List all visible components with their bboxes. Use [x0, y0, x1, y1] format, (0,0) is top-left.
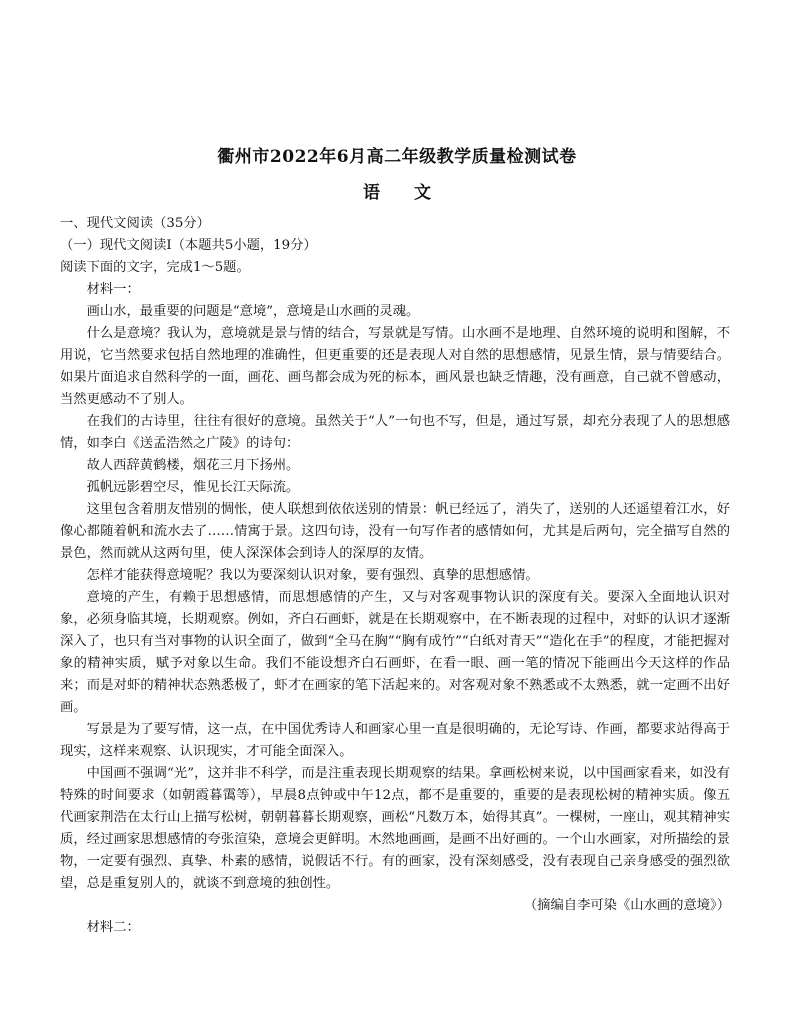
instruction-text: 阅读下面的文字，完成1～5题。: [60, 260, 250, 275]
paragraph: 什么是意境？我认为，意境就是景与情的结合，写景就是写情。山水画不是地理、自然环境的说明和图解，不用说，它当然要求包括自然地理的准确性，但更重要的还是表现人对自然的思想感情，见景生情，景与情要结合。如果片面追求自然科学的一面，画花、画鸟都会成为死的标本，画风景也缺乏情趣，没有画意，自己就不曾感动，当然更感动不了别人。: [60, 326, 730, 407]
paragraph: 在我们的古诗里，往往有很好的意境。虽然关于“人”一句也不写，但是，通过写景，却充分表现了人的思想感情，如李白《送孟浩然之广陵》的诗句：: [60, 414, 730, 451]
paragraph: 怎样才能获得意境呢？我以为要深刻认识对象，要有强烈、真挚的思想感情。: [86, 568, 539, 583]
document-title: 衢州市2022年6月高二年级教学质量检测试卷: [217, 147, 577, 167]
paragraph: 写景是为了要写情，这一点，在中国优秀诗人和画家心里一直是很明确的，无论写诗、作画，都要求站得高于现实，这样来观察、认识现实，才可能全面深入。: [60, 722, 730, 759]
material-label: 材料二：: [86, 920, 140, 935]
paragraph: 中国画不强调“光”，这并非不科学，而是注重表现长期观察的结果。拿画松树来说，以中国画家看来，如没有特殊的时间要求（如朝霞暮霭等），早晨8点钟或中午12点，都不是重要的，重要的是表现松树的精神实质。像五代画家荆浩在太行山上描写松树，朝朝暮暮长期观察，画松“凡数万本，始得其真”。一棵树，一座山，观其精神实质，经过画家思想感情的夸张渲染，意境会更鲜明。木然地画画，是画不出好画的。一个山水画家，对所描绘的景物，一定要有强烈、真挚、朴素的感情，说假话不行。有的画家，没有深刻感受，没有表现自己亲身感受的强烈欲望，总是重复别人的，就谈不到意境的独创性。: [60, 766, 730, 891]
paragraph: 意境的产生，有赖于思想感情，而思想感情的产生，又与对客观事物认识的深度有关。要深入全面地认识对象，必须身临其境，长期观察。例如，齐白石画虾，就是在长期观察中，在不断表现的过程中，对虾的认识才逐渐深入了，也只有当对事物的认识全面了，做到“全马在胸”“胸有成竹”“白纸对青天”“造化在手”的程度，才能把握对象的精神实质，赋予对象以生命。我们不能设想齐白石画虾，在看一眼、画一笔的情况下能画出今天这样的作品来；而是对虾的精神状态熟悉极了，虾才在画家的笔下活起来的。对客观对象不熟悉或不太熟悉，就一定画不出好画。: [60, 590, 730, 715]
material-label: 材料一：: [86, 282, 140, 297]
section-heading: 一、现代文阅读（35分）: [60, 216, 210, 231]
subject-heading: 语 文: [363, 183, 445, 203]
document-body: [60, 213, 730, 939]
paragraph: 这里包含着朋友惜别的惆怅，使人联想到依依送别的情景：帆已经远了，消失了，送别的人还遥望着江水，好像心都随着帆和流水去了……情寓于景。这四句诗，没有一句写作者的感情如何，尤其是后两句，完全描写自然的景色，然而就从这两句里，使人深深体会到诗人的深厚的友情。: [60, 502, 730, 561]
poem-line: 故人西辞黄鹤楼，烟花三月下扬州。: [86, 458, 300, 473]
paragraph: 画山水，最重要的问题是“意境”，意境是山水画的灵魂。: [86, 304, 420, 319]
poem-line: 孤帆远影碧空尽，惟见长江天际流。: [86, 480, 300, 495]
source-citation: （摘编自李可染《山水画的意境》）: [523, 898, 730, 913]
subsection-heading: （一）现代文阅读Ⅰ（本题共5小题，19分）: [60, 238, 317, 253]
